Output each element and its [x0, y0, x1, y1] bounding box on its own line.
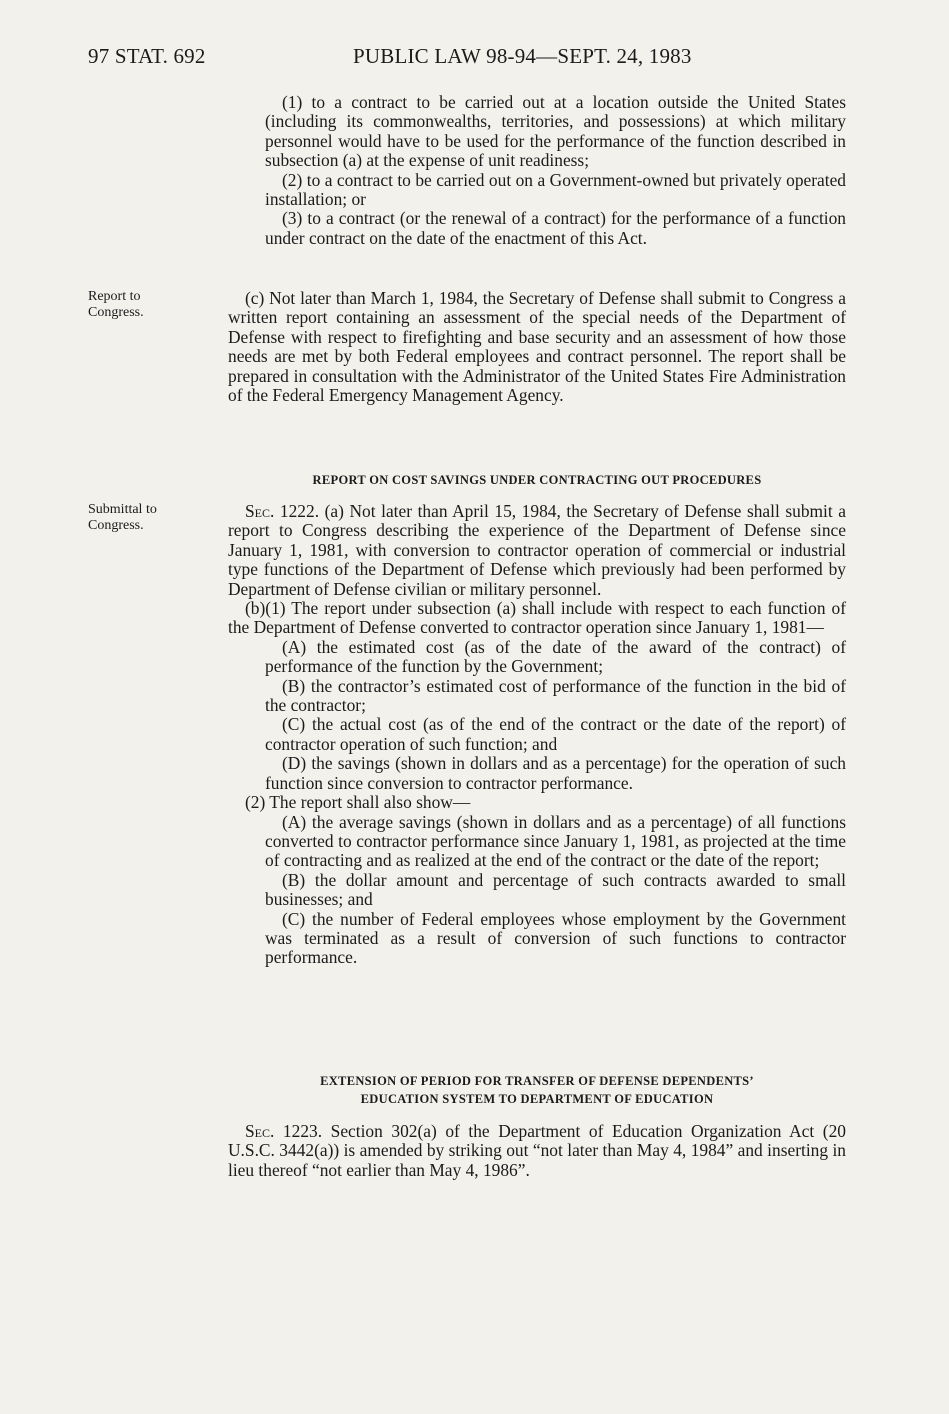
section-heading-1223 [228, 1072, 846, 1108]
b2-item-B: (B) the dollar amount and percentage of such contracts awarded to small businesses; and [265, 869, 846, 910]
section-1222-para-b1: (b)(1) The report under subsection (a) shall include with respect to each function of the Department of Defense converted to contractor operation since January 1, 1981— [228, 598, 846, 638]
b1-item-D: (D) the savings (shown in dollars and as a percentage) for the operation of such function since conversion to contractor performance. [265, 753, 846, 793]
item-3: (3) to a contract (or the renewal of a contract) for the performance of a function under contract on the date of the enactment of this Act. [265, 208, 846, 248]
b1-item-A: (A) the estimated cost (as of the date of the award of the contract) of performance of the function by the Government; [265, 636, 846, 677]
b1-item-B: (B) the contractor’s estimated cost of performance of the function in the bid of the contractor; [265, 675, 846, 716]
section-heading-1222: REPORT ON COST SAVINGS UNDER CONTRACTING OUT PROCEDURES [312, 473, 762, 487]
sec-label: Sec. [245, 501, 275, 521]
item-1: (1) to a contract to be carried out at a location outside the United States (including its commonwealths, territories, and possessions) at which military personnel would have to be used for the performance of the function described in subsection (a) at the expense of unit readiness; [265, 92, 846, 171]
section-1222-para-a [228, 502, 846, 599]
para-a-text: 1222. (a) Not later than April 15, 1984, the Secretary of Defense shall submit a report to Congress describing the experience of the Department of Defense since January 1, 1981, with conversion to contractor operation of commercial or industrial type functions of the Department of Defense which previously had been performed by Department of Defense civilian or military personnel. [228, 501, 846, 599]
margin-note-line: Congress. [88, 518, 144, 533]
b1-item-C: (C) the actual cost (as of the end of the contract or the date of the report) of contractor operation of such function; and [265, 714, 846, 754]
subsection-b-items [228, 93, 846, 248]
b2-item-C: (C) the number of Federal employees whose employment by the Government was terminated as a result of conversion of such functions to contractor performance. [265, 908, 846, 968]
margin-note-line: Submittal to [88, 502, 157, 517]
sec-1223-body: 1223. Section 302(a) of the Department of Education Organization Act (20 U.S.C. 3442(a)) is amended by striking out “not later than May 4, 1984” and inserting in lieu thereof “not earlier than May 4, 1986”. [228, 1121, 846, 1180]
item-2: (2) to a contract to be carried out on a Government-owned but privately operated installation; or [265, 169, 846, 210]
margin-note-submittal-to-congress [88, 502, 157, 534]
margin-note-line: Report to [88, 289, 141, 304]
heading-line-2: EDUCATION SYSTEM TO DEPARTMENT OF EDUCATION [360, 1092, 714, 1106]
b2-item-A: (A) the average savings (shown in dollars and as a percentage) of all functions converted to contractor performance since January 1, 1981, as projected at the time of contracting and as realized at the end of the contract or the date of the report; [265, 811, 846, 871]
running-header-title: PUBLIC LAW 98-94—SEPT. 24, 1983 [353, 44, 692, 68]
margin-note-report-to-congress [88, 289, 144, 321]
statute-page-number: 97 STAT. 692 [88, 44, 206, 68]
section-1222 [228, 502, 846, 968]
section-1223 [228, 1122, 846, 1180]
section-1223-text [228, 1122, 846, 1180]
paragraph-c: (c) Not later than March 1, 1984, the Secretary of Defense shall submit to Congress a written report containing an assessment of the special needs of the Department of Defense with respect to firefighting and base security and an assessment of how those needs are met by both Federal employees and contract personnel. The report shall be prepared in consultation with the Administrator of the United States Fire Administration of the Federal Emergency Management Agency. [228, 288, 846, 406]
subsection-c [228, 289, 846, 405]
section-1222-para-2: (2) The report shall also show— [245, 792, 471, 813]
margin-note-line: Congress. [88, 305, 144, 320]
sec-label: Sec. [245, 1121, 275, 1141]
heading-line-1: EXTENSION OF PERIOD FOR TRANSFER OF DEFENSE DEPENDENTS’ [320, 1074, 754, 1088]
